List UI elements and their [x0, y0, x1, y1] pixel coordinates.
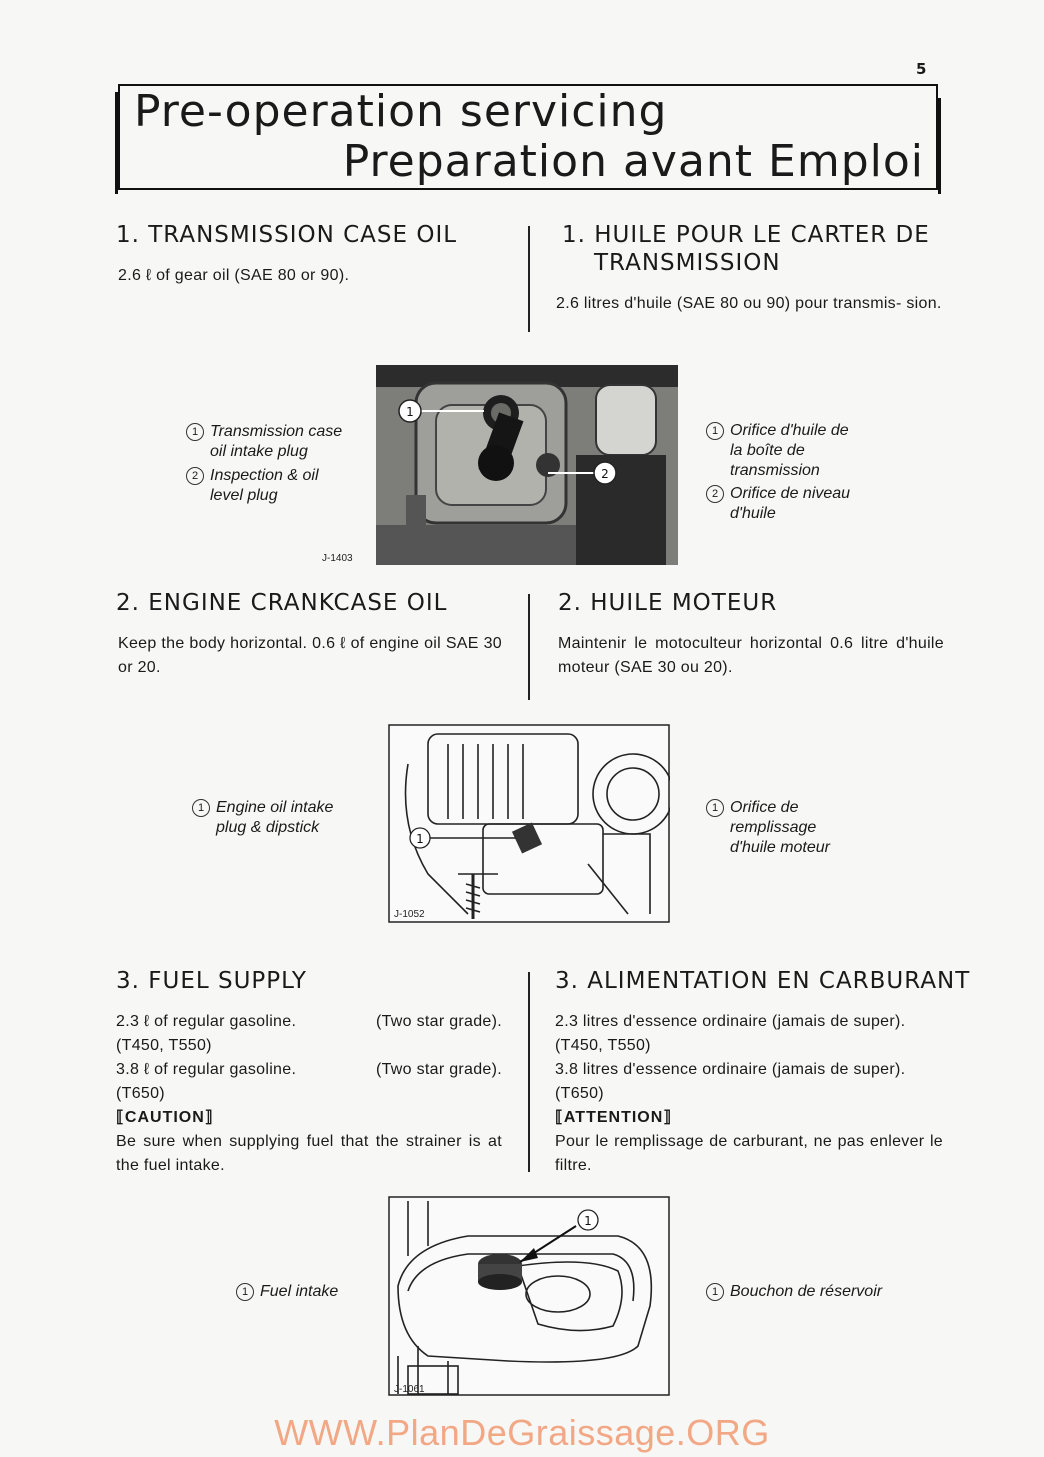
section3-heading-en: 3. FUEL SUPPLY	[116, 968, 307, 994]
section3-body-en: 2.3 ℓ of regular gasoline. (Two star grade). (T450, T550) 3.8 ℓ of regular gasoline. (Two star grade). (T650) ⟦CAUTION⟧ Be sure when supplying fuel that the strainer is at the fuel intake.	[116, 1010, 502, 1178]
page-title-box	[118, 84, 938, 190]
section1-heading-fr-line1: 1. HUILE POUR LE CARTER DE	[562, 222, 930, 248]
section2-body-en: Keep the body horizontal. 0.6 ℓ of engine oil SAE 30 or 20.	[118, 635, 502, 676]
caption-item: 2 Inspection & oil	[186, 466, 366, 486]
section3-divider	[528, 972, 530, 1172]
section2-caption-fr: 1 Orifice de remplissage d'huile moteur	[706, 798, 906, 858]
caption-item: 1 Orifice de	[706, 798, 906, 818]
section2-caption-en: 1 Engine oil intake plug & dipstick	[192, 798, 372, 838]
section2-heading-fr: 2. HUILE MOTEUR	[558, 590, 778, 616]
figure2-engine-drawing	[388, 724, 670, 923]
section2-heading-en: 2. ENGINE CRANKCASE OIL	[116, 590, 448, 616]
figure2-code: J-1052	[394, 909, 425, 920]
caution-body-fr: Pour le remplissage de carburant, ne pas enlever le filtre.	[555, 1133, 943, 1174]
fuel-line: 2.3 ℓ of regular gasoline. (Two star grade).	[116, 1013, 502, 1030]
section2-body-fr: Maintenir le motoculteur horizontal 0.6 litre d'huile moteur (SAE 30 ou 20).	[558, 635, 944, 676]
watermark-text: WWW.PlanDeGraissage.ORG	[274, 1412, 770, 1453]
svg-text:1: 1	[416, 832, 424, 846]
section2-divider	[528, 594, 530, 700]
section3-heading-fr: 3. ALIMENTATION EN CARBURANT	[555, 968, 971, 994]
svg-text:2: 2	[601, 467, 609, 481]
section1-body-en: 2.6 ℓ of gear oil (SAE 80 or 90).	[118, 267, 350, 284]
caution-heading-fr: ⟦ATTENTION⟧	[555, 1109, 673, 1126]
caption-item: 1 Orifice d'huile de	[706, 421, 906, 441]
fuel-line: 3.8 ℓ of regular gasoline. (Two star grade).	[116, 1061, 502, 1078]
section1-heading-en: 1. TRANSMISSION CASE OIL	[116, 222, 458, 248]
section1-body-fr: 2.6 litres d'huile (SAE 80 ou 90) pour transmis- sion.	[556, 295, 942, 312]
caption-item: 1 Transmission case	[186, 422, 366, 442]
svg-text:1: 1	[584, 1214, 592, 1228]
figure1-code: J-1403	[322, 553, 353, 564]
page-number: 5	[916, 60, 927, 78]
section1-divider	[528, 226, 530, 332]
caption-item: 1 Engine oil intake	[192, 798, 372, 818]
section3-body-fr: 2.3 litres d'essence ordinaire (jamais de super). (T450, T550) 3.8 litres d'essence ordinaire (jamais de super). (T650) ⟦ATTENTION⟧ Pour le remplissage de carburant, ne pas enlever le filtre.	[555, 1010, 943, 1178]
caution-heading-en: ⟦CAUTION⟧	[116, 1109, 214, 1126]
section3-caption-fr: 1 Bouchon de réservoir	[706, 1282, 926, 1302]
section3-caption-en: 1 Fuel intake	[236, 1282, 396, 1302]
figure3-fuel-tank-drawing	[388, 1196, 670, 1396]
figure3-code: J-1061	[394, 1384, 425, 1395]
section1-captions-fr: 1 Orifice d'huile de la boîte de transmission 2 Orifice de niveau d'huile	[706, 421, 906, 524]
section1-heading-fr-line2: TRANSMISSION	[594, 250, 781, 276]
svg-text:1: 1	[406, 405, 414, 419]
page-title-en: Pre-operation servicing	[134, 86, 668, 137]
figure1-transmission-photo	[376, 365, 678, 565]
caution-body-en: Be sure when supplying fuel that the strainer is at the fuel intake.	[116, 1133, 502, 1174]
page-title-fr: Preparation avant Emploi	[342, 136, 924, 187]
caption-item: 2 Orifice de niveau	[706, 484, 906, 504]
section1-captions-en: 1 Transmission case oil intake plug 2 Inspection & oil level plug	[186, 422, 366, 506]
